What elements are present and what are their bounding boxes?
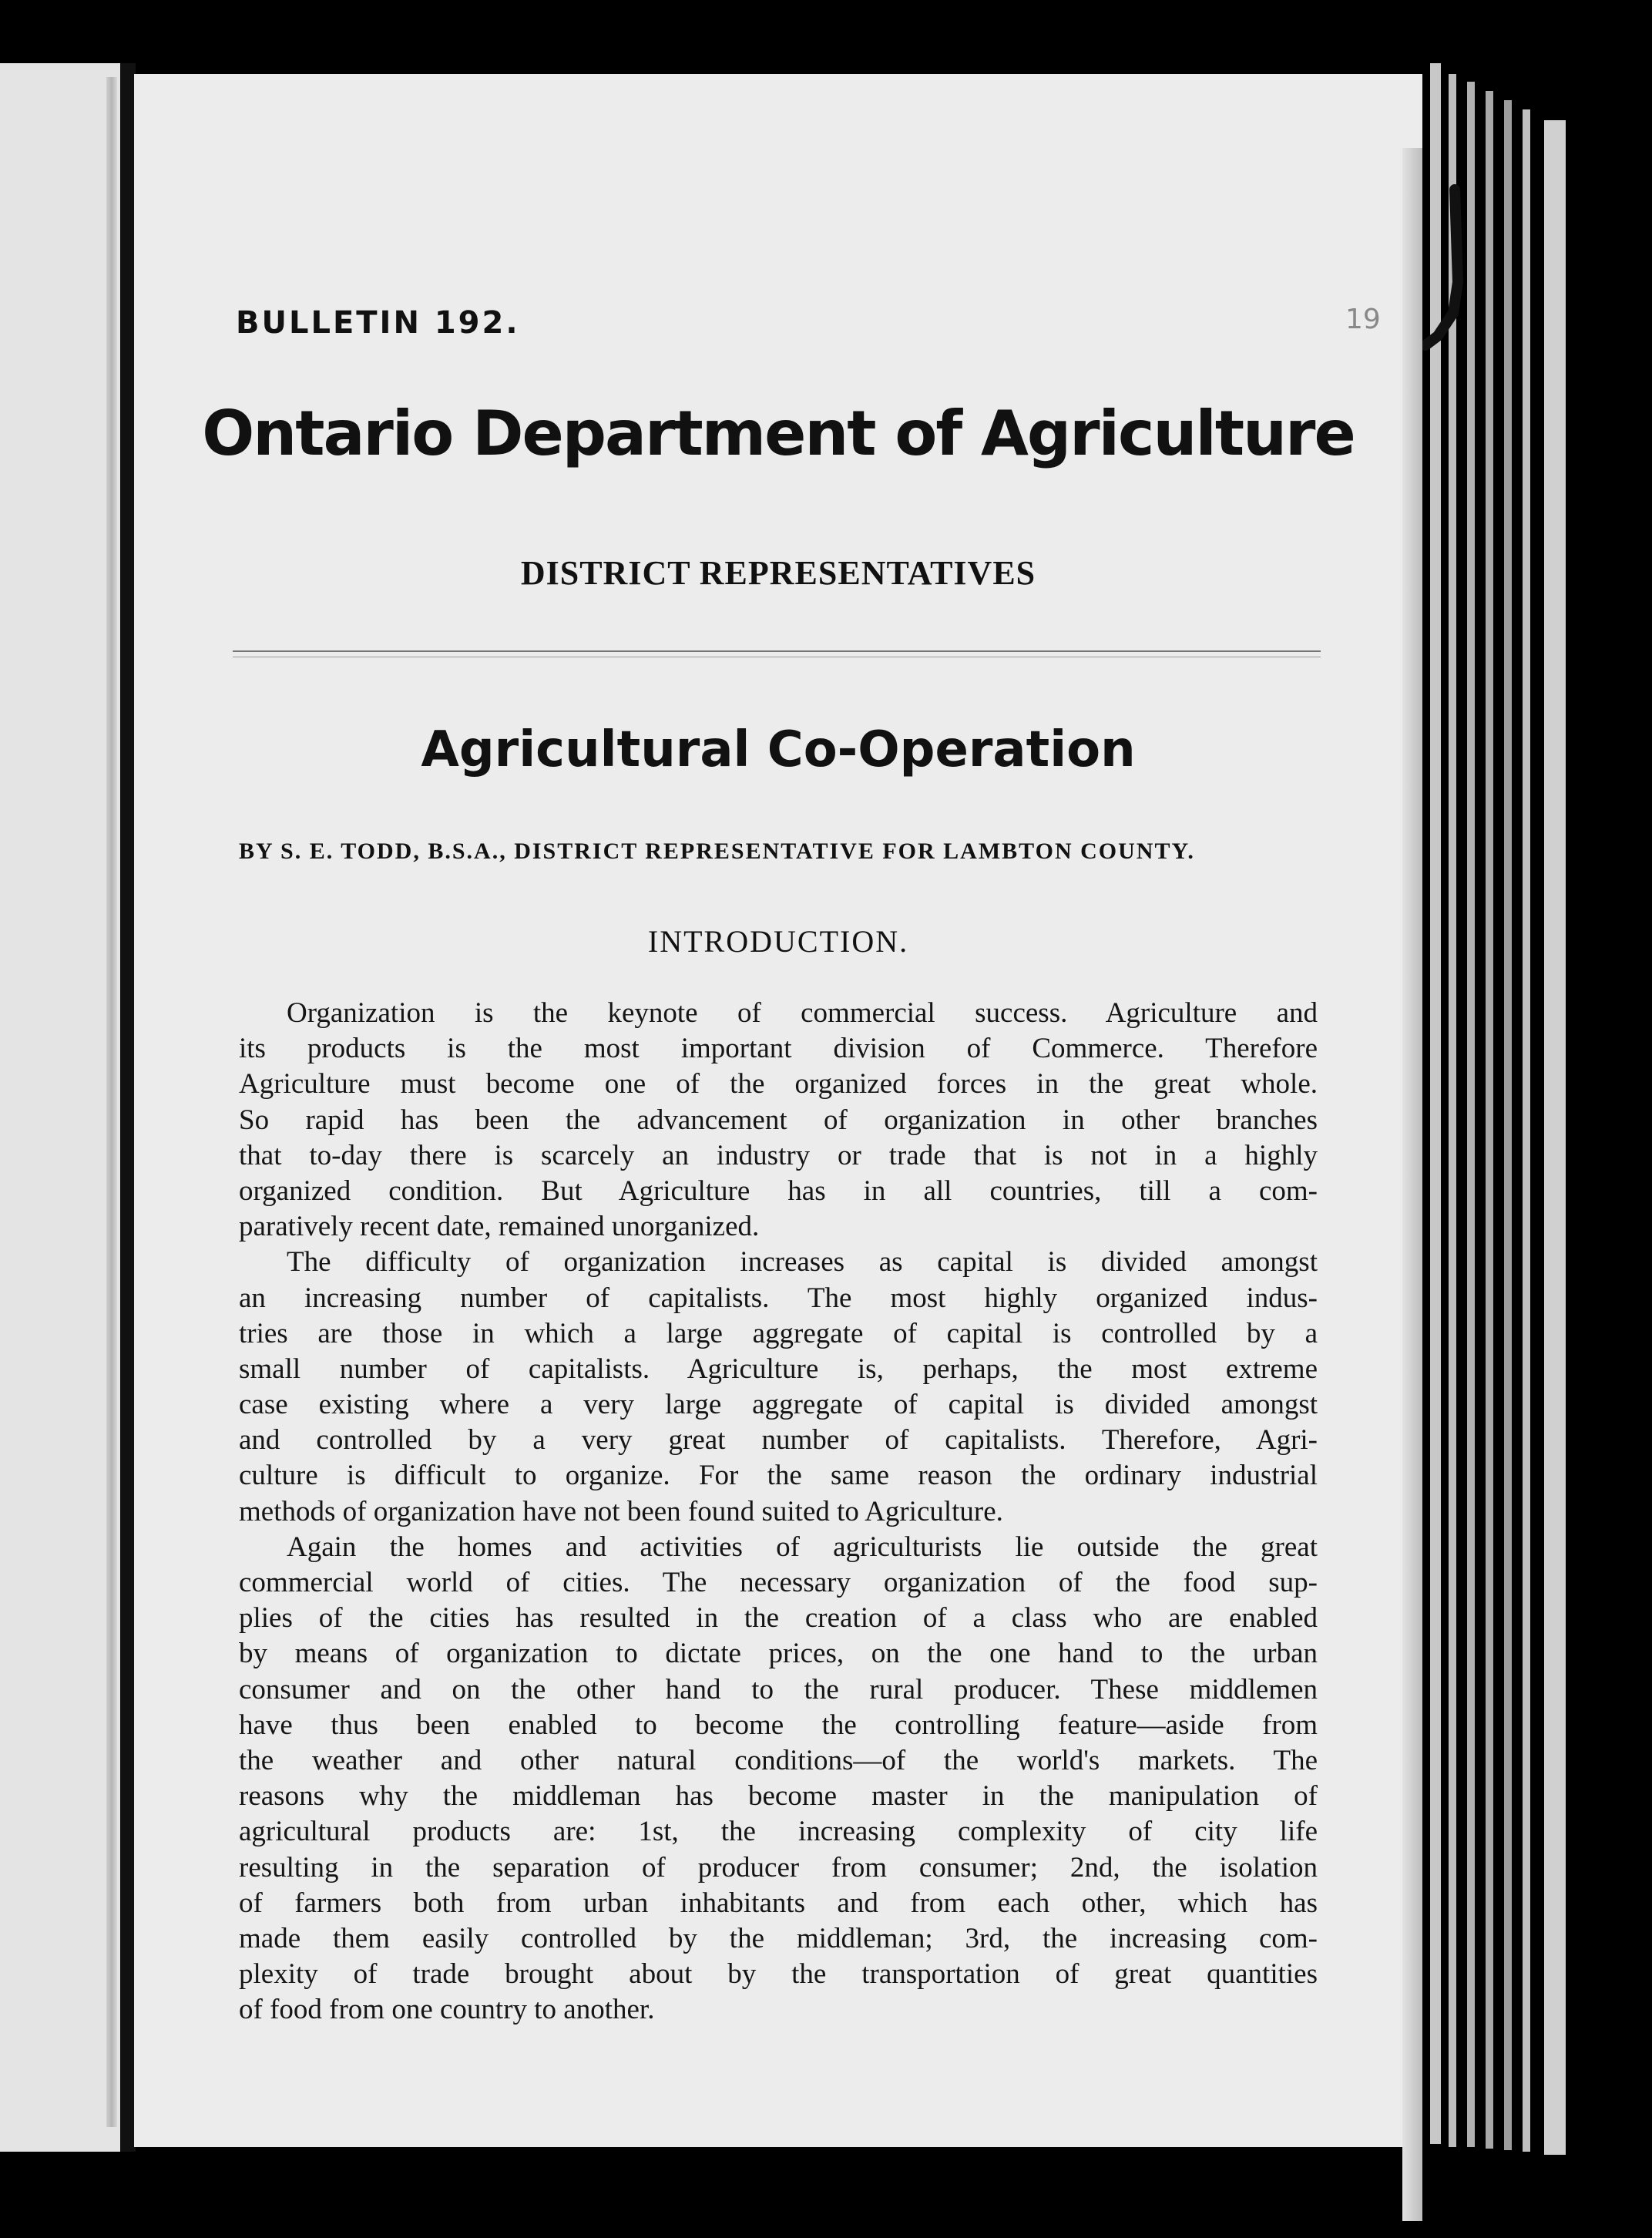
body-line: plexity of trade brought about by the transportation of great quantities [239, 1958, 1318, 1991]
body-text [239, 996, 1318, 2028]
body-line: Again the homes and activities of agriculturists lie outside the great [287, 1531, 1318, 1563]
author-byline: BY S. E. TODD, B.S.A., DISTRICT REPRESENTATIVE FOR LAMBTON COUNTY. [239, 838, 1195, 864]
stacked-page-edges [1422, 63, 1652, 2183]
bulletin-number: BULLETIN 192. [236, 305, 520, 341]
body-line: plies of the cities has resulted in the creation of a class who are enabled [239, 1602, 1318, 1635]
page-number: 19 [1345, 304, 1381, 335]
section-heading: INTRODUCTION. [647, 924, 909, 959]
body-line: case existing where a very large aggregate of capital is divided amongst [239, 1389, 1318, 1421]
body-line: of food from one country to another. [239, 1994, 655, 2026]
department-title: Ontario Department of Agriculture [202, 398, 1355, 469]
body-line: have thus been enabled to become the controlling feature—aside from [239, 1709, 1318, 1741]
page-fold-shadow [106, 77, 117, 2127]
body-line: Agriculture must become one of the organized forces in the great whole. [239, 1068, 1318, 1101]
department-subtitle: DISTRICT REPRESENTATIVES [520, 554, 1036, 592]
page-right-shadow [1402, 148, 1422, 2221]
body-line: tries are those in which a large aggregate of capital is controlled by a [239, 1317, 1318, 1349]
body-line: agricultural products are: 1st, the increasing complexity of city life [239, 1816, 1318, 1848]
body-line: culture is difficult to organize. For the same reason the ordinary industrial [239, 1460, 1318, 1492]
body-line: by means of organization to dictate prices, on the one hand to the urban [239, 1638, 1318, 1670]
body-line: Organization is the keynote of commercial success. Agriculture and [287, 997, 1318, 1029]
book-gutter [120, 63, 136, 2152]
body-line: commercial world of cities. The necessary organization of the food sup- [239, 1567, 1318, 1598]
body-line: that to-day there is scarcely an industry or trade that is not in a highly [239, 1139, 1318, 1171]
article-title: Agricultural Co-Operation [421, 721, 1136, 778]
body-line: resulting in the separation of producer from consumer; 2nd, the isolation [239, 1851, 1318, 1883]
body-line: So rapid has been the advancement of organization in other branches [239, 1104, 1318, 1136]
body-line: and controlled by a very great number of capitalists. Therefore, Agri- [239, 1424, 1318, 1457]
body-line: paratively recent date, remained unorganized. [239, 1211, 760, 1243]
body-line: its products is the most important division of Commerce. Therefore [239, 1033, 1318, 1065]
body-line: of farmers both from urban inhabitants and from each other, which has [239, 1887, 1318, 1919]
body-line: reasons why the middleman has become master in the manipulation of [239, 1780, 1318, 1813]
body-line: consumer and on the other hand to the rural producer. These middlemen [239, 1673, 1318, 1705]
body-line: an increasing number of capitalists. The most highly organized indus- [239, 1282, 1318, 1314]
divider-rule [233, 650, 1321, 652]
handwritten-mark-icon [1415, 182, 1476, 359]
body-line: small number of capitalists. Agriculture is, perhaps, the most extreme [239, 1353, 1318, 1385]
page-header [236, 228, 1392, 341]
body-line: made them easily controlled by the middleman; 3rd, the increasing com- [239, 1922, 1318, 1954]
document-page [134, 74, 1422, 2147]
body-line: methods of organization have not been found suited to Agriculture. [239, 1495, 1003, 1527]
body-line: the weather and other natural conditions—of the world's markets. The [239, 1744, 1318, 1776]
body-line: organized condition. But Agriculture has in all countries, till a com- [239, 1174, 1318, 1207]
body-line: The difficulty of organization increases as capital is divided amongst [287, 1246, 1318, 1279]
previous-page-edge [0, 63, 122, 2152]
